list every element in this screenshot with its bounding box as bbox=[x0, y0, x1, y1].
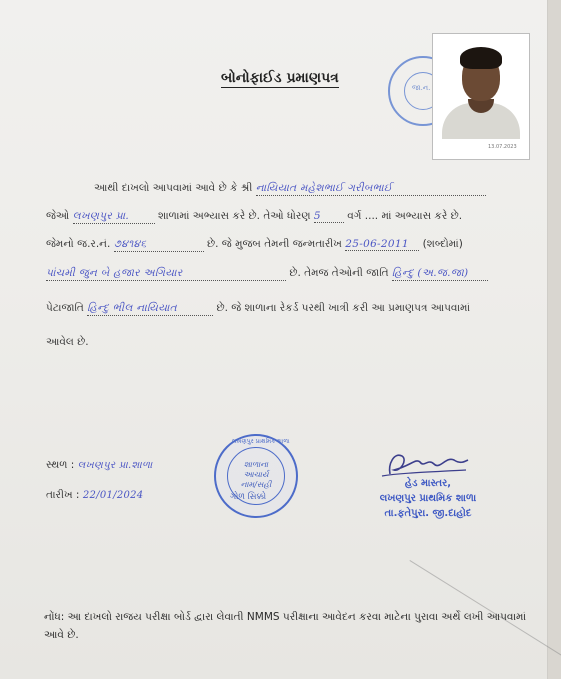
headmaster-school: લખણપુર પ્રાથમિક શાળા bbox=[379, 493, 477, 504]
body-line-5 bbox=[46, 302, 470, 316]
headmaster-title: હેડ માસ્તર, bbox=[404, 478, 452, 489]
line3-suffix: (શબ્દોમાં) bbox=[422, 238, 463, 250]
school-stamp-arc-text: લખણપુર પ્રાથમિક શાળા bbox=[232, 438, 290, 445]
standard-value: 5 bbox=[314, 210, 344, 223]
student-name: નાયિયાત મહેશભાઈ ગરીબભાઈ bbox=[256, 182, 486, 196]
body-line-2 bbox=[46, 210, 462, 224]
line5-prefix: પેટાજાતિ bbox=[46, 302, 84, 314]
place-label: સ્થળ : bbox=[46, 459, 75, 471]
photo-hair bbox=[460, 47, 502, 69]
headmaster-taluka: તા.ફતેપુરા. જી.દાહોદ bbox=[384, 508, 472, 519]
desk-edge bbox=[548, 0, 561, 679]
date-row bbox=[46, 489, 143, 502]
subcaste-value: હિન્દુ ભીલ નાયિયાત bbox=[87, 302, 213, 316]
headmaster-stamp bbox=[358, 476, 498, 521]
line3-middle: છે. જે મુજબ તેમની જન્મતારીખ bbox=[207, 238, 342, 250]
line2-after-std: વર્ગ bbox=[347, 210, 362, 222]
body-line-3 bbox=[46, 238, 463, 252]
line1-prefix: આથી દાખલો આપવામાં આવે છે કે શ્રી bbox=[94, 182, 253, 194]
place-value: લખણપુર પ્રા.શાળા bbox=[77, 460, 153, 471]
certificate-title: બોનોફાઈડ પ્રમાણપત્ર bbox=[221, 70, 339, 86]
date-label: તારીખ : bbox=[46, 489, 80, 501]
school-village: લખણપુર પ્રા. bbox=[73, 210, 155, 224]
school-stamp-bottom-text: ગોળ સિક્કો bbox=[230, 492, 267, 502]
student-photo-frame bbox=[432, 33, 530, 160]
line2-suffix: માં અભ્યાસ કરે છે. bbox=[381, 210, 463, 222]
school-stamp-center-text: શાળાના આચાર્ય નામ/સહી bbox=[240, 460, 272, 489]
gr-number: ૭૪૧૪૬ bbox=[114, 238, 204, 252]
line4-middle: છે. તેમજ તેઓની જાતિ bbox=[289, 267, 389, 279]
line2-prefix: જેઓ bbox=[46, 210, 70, 222]
student-photo bbox=[438, 39, 524, 139]
dob-in-words: પાંચમી જુન બે હજાર અગિયાર bbox=[46, 267, 286, 281]
place-row bbox=[46, 459, 153, 472]
body-line-6: આવેલ છે. bbox=[46, 336, 89, 348]
line5-suffix: છે. જે શાળાના રેકર્ડ પરથી ખાત્રી કરી આ પ્રમાણપત્ર આપવામાં bbox=[216, 302, 471, 314]
school-round-stamp bbox=[214, 434, 298, 518]
body-line-4 bbox=[46, 267, 488, 281]
caste-value: હિન્દુ (અ.જ.જા) bbox=[392, 267, 488, 281]
footer-note: નોંધ: આ દાખલો રાજય પરીક્ષા બોર્ડ દ્વારા લેવાતી NMMS પરીક્ષાના આવેદન કરવા માટેના પુરાવા અર્થે લખી આપવામાં આવે છે. bbox=[44, 611, 527, 641]
line2-middle: શાળામાં અભ્યાસ કરે છે. તેઓ ધોરણ bbox=[157, 210, 311, 222]
top-stamp-text: જા.ન. bbox=[412, 84, 431, 92]
date-of-birth: 25-06-2011 bbox=[345, 238, 419, 251]
photo-date-caption: 13.07.2023 bbox=[488, 144, 517, 150]
date-value: 22/01/2024 bbox=[82, 490, 144, 501]
class-value: .... bbox=[364, 210, 379, 222]
body-line-1 bbox=[94, 182, 486, 196]
line3-prefix: જેમનો જ.ર.નં. bbox=[46, 238, 111, 250]
